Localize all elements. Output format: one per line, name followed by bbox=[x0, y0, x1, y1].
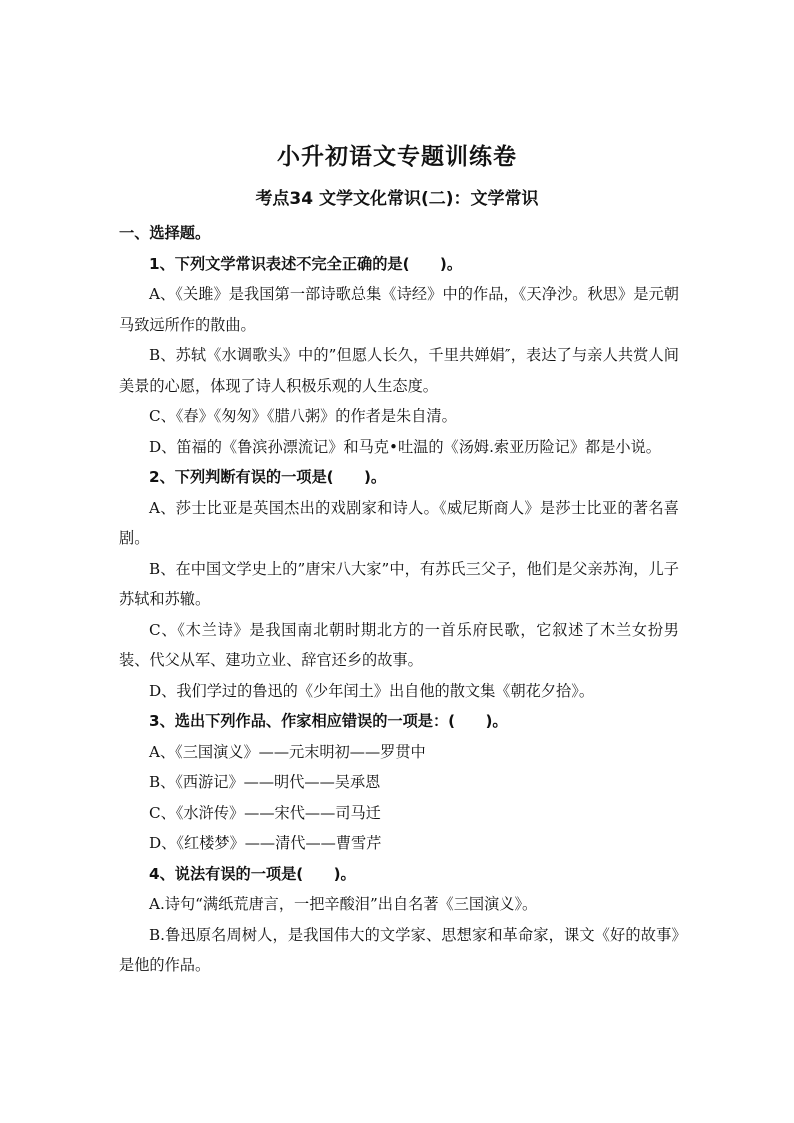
document-subtitle: 考点34 文学文化常识(二)：文学常识 bbox=[255, 189, 539, 209]
question-1-option-c: C、《春》《匆匆》《腊八粥》的作者是朱自清。 bbox=[149, 407, 457, 425]
question-1-option-a: A、《关雎》是我国第一部诗歌总集《诗经》中的作品，《天净沙。秋思》是元朝马致远所作的散曲。 bbox=[119, 285, 679, 334]
question-1-option-b: B、苏轼《水调歌头》中的”但愿人长久，千里共婵娟″，表达了与亲人共赏人间美景的心愿，体现了诗人积极乐观的人生态度。 bbox=[119, 346, 679, 395]
question-2-option-b: B、在中国文学史上的”唐宋八大家”中，有苏氏三父子，他们是父亲苏洵，儿子苏轼和苏辙。 bbox=[119, 559, 679, 608]
question-3-option-d: D、《红楼梦》——清代——曹雪芹 bbox=[149, 834, 382, 852]
question-3-option-a: A、《三国演义》——元末明初——罗贯中 bbox=[149, 742, 426, 761]
question-2-option-d: D、我们学过的鲁迅的《少年闰土》出自他的散文集《朝花夕拾》。 bbox=[149, 681, 595, 700]
question-4-option-b: B.鲁迅原名周树人，是我国伟大的文学家、思想家和革命家，课文《好的故事》是他的作品。 bbox=[119, 925, 679, 974]
question-3-stem: 3、选出下列作品、作家相应错误的一项是：( )。 bbox=[149, 712, 508, 730]
question-3-option-c: C、《水浒传》——宋代——司马迁 bbox=[149, 803, 381, 822]
section-heading: 一、选择题。 bbox=[119, 224, 211, 242]
question-4-stem: 4、说法有误的一项是( )。 bbox=[149, 864, 356, 883]
question-3-option-b: B、《西游记》——明代——吴承恩 bbox=[149, 773, 381, 791]
question-1-stem: 1、下列文学常识表述不完全正确的是( )。 bbox=[149, 254, 463, 273]
question-2-option-a: A、莎士比亚是英国杰出的戏剧家和诗人。《威尼斯商人》是莎士比亚的著名喜剧。 bbox=[119, 498, 679, 547]
question-1-option-d: D、笛福的《鲁滨孙漂流记》和马克•吐温的《汤姆.索亚历险记》都是小说。 bbox=[149, 437, 661, 456]
question-2-stem: 2、下列判断有误的一项是( )。 bbox=[149, 468, 387, 486]
document-title: 小升初语文专题训练卷 bbox=[277, 144, 517, 170]
question-2-option-c: C、《木兰诗》是我国南北朝时期北方的一首乐府民歌，它叙述了木兰女扮男装、代父从军、建功立业、辞官还乡的故事。 bbox=[119, 620, 679, 669]
document-body bbox=[119, 218, 679, 981]
question-4-option-a: A.诗句“满纸荒唐言，一把辛酸泪”出自名著《三国演义》。 bbox=[149, 895, 538, 913]
